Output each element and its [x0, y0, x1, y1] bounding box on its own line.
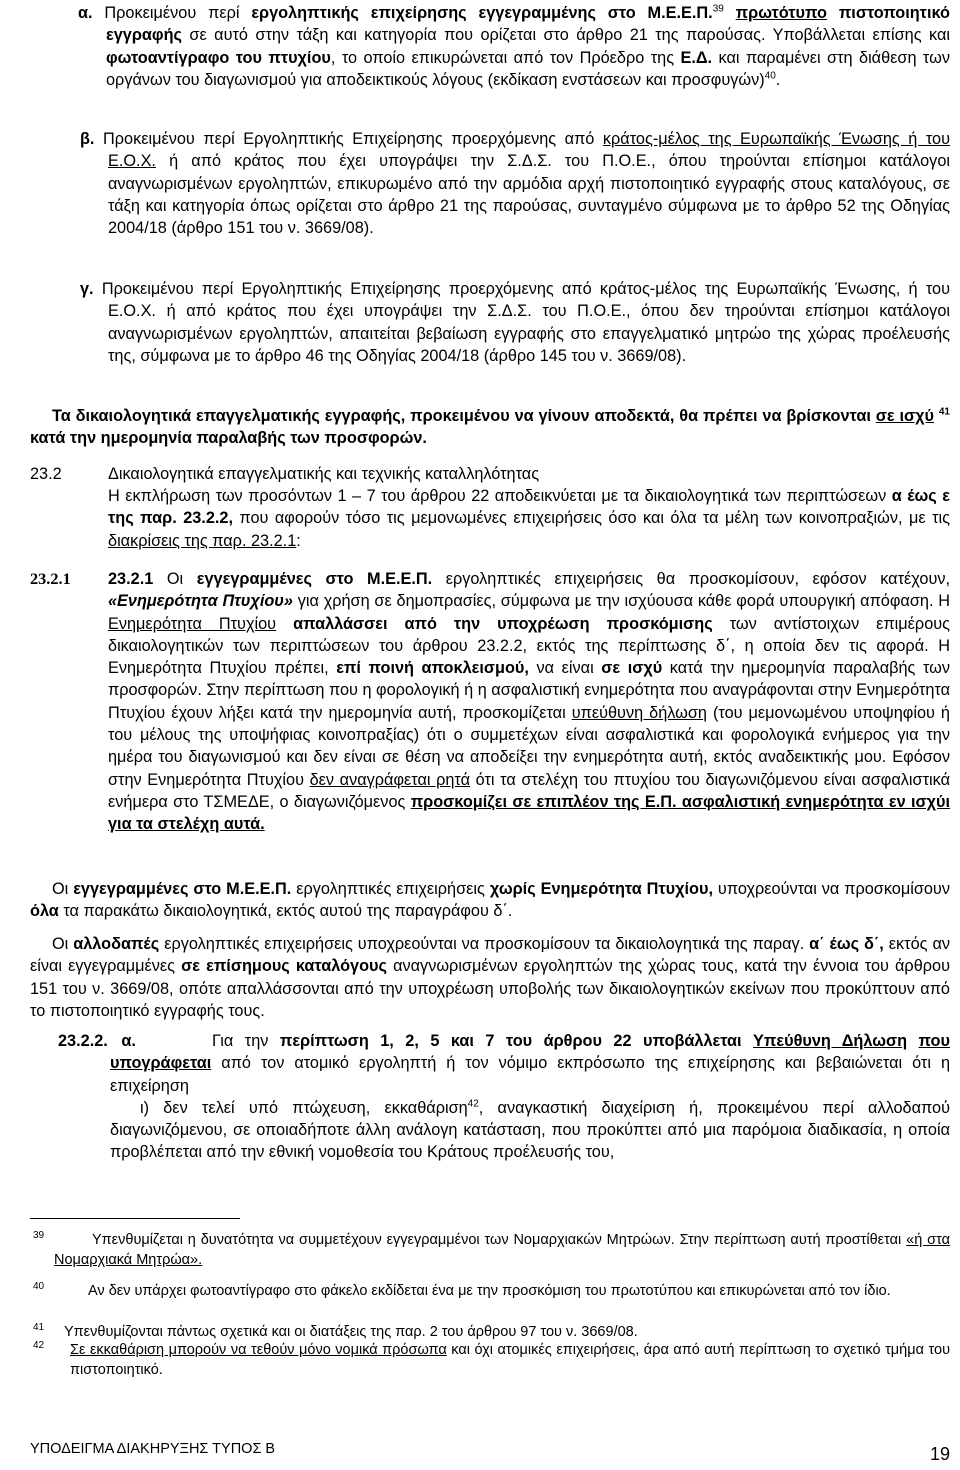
paragraph-b-marker: β. [80, 130, 95, 148]
underline-text: υπεύθυνη δήλωση [571, 703, 707, 722]
footnote-40-number: 40 [33, 1281, 45, 1292]
text: : [296, 531, 301, 550]
text: Οι [52, 935, 69, 953]
text: . [775, 70, 781, 89]
validity-statement [30, 405, 950, 450]
text: από τον ατομικό εργοληπτή ή τον νόμιμο εκπρόσωπο της επιχείρησης και βεβαιώνεται ότι η επιχείρηση [110, 1054, 951, 1095]
footnote-ref-40[interactable]: 40 [764, 70, 776, 82]
bold-text: Τα δικαιολογητικά επαγγελματικής εγγραφής, προκειμένου να γίνουν αποδεκτά, θα πρέπει να βρίσκονται [52, 407, 871, 425]
text: υποχρεούνται να προσκομίσουν [717, 880, 950, 898]
bold-text: σε επίσημους καταλόγους [181, 957, 387, 976]
section-23-2-title: Δικαιολογητικά επαγγελματικής και τεχνικής καταλληλότητας [108, 465, 540, 483]
text: που αφορούν τόσο τις μεμονωμένες επιχειρήσεις όσο και όλα τα μέλη των κοινοπραξιών, με τις [239, 509, 950, 528]
text: ή από κράτος που έχει υπογράψει την Σ.Δ.Σ. του Π.Ο.Ε., όπου τηρούνται επίσημοι κατάλογοι αναγνωρισμένων εργοληπτών, επικυρωμένο από την αρμόδια αρχή πιστοποιητικό εγγραφής στους καταλόγους, σε τάξη και κατηγορία όπως ορίζεται στο άρθρο 21 της παρούσας, συνταγμένο σύμφωνα με το άρθρο 52 της Οδηγίας 2004/18 (άρθρο 151 του ν. 3669/08). [108, 152, 950, 238]
text: και παραμένει στη διάθεση των οργάνων του διαγωνισμού για αποδεικτικούς λόγους (εκδίκαση ενστάσεων και προσφυγών) [106, 48, 950, 89]
bold-text: α. [121, 1032, 136, 1050]
section-23-2-body [108, 485, 950, 552]
text: κατά την ημερομηνία παραλαβής των προσφορών. Στην περίπτωση που η φορολογική ή η ασφαλιστική ενημερότητα που αναγράφονται στην Ενημερότητα Πτυχίου έχουν λήξει κατά την ημερομηνία αυτή, προσκομίζεται [108, 659, 950, 722]
registered-paragraph [30, 878, 950, 923]
bold-text: φωτοαντίγραφο του πτυχίου [106, 48, 331, 67]
text: Προκειμένου περί [104, 4, 240, 22]
footnote-42-number: 42 [33, 1340, 45, 1351]
bold-text: κατά την ημερομηνία παραλαβής των προσφορών. [30, 429, 427, 448]
underline-text: δεν αναγράφεται ρητά [309, 770, 471, 789]
bold-underline-text: που υπογράφεται [110, 1032, 950, 1073]
text: (του μεμονωμένου υποψηφίου ή του μέλους της υποψήφιας κοινοπραξίας) ότι ο συμμετέχων είναι ασφαλιστικά και φορολογικά ενήμερος για την ημέρα του διαγωνισμού και δεν είναι σε θέση να αποδείξει την ενημερότητα αυτή, εκτός αναδεικτικής μου. Εφόσον στην Ενημερότητα Πτυχίου [108, 703, 950, 789]
paragraph-c-marker: γ. [80, 280, 94, 298]
bold-text: εργοληπτικής επιχείρησης εγγεγραμμένης στο Μ.Ε.Ε.Π. [251, 4, 713, 22]
bold-underline-text: πρωτότυπο [735, 4, 827, 22]
text: , αναγκαστική διαχείριση ή, προκειμένου περί αλλοδαπού διαγωνιζόμενου, σε οποιαδήποτε άλλη ανάλογη κατάσταση, που προκύπτει από μια παρόμοια διαδικασία, η οποία προβλέπεται από την εθνική νομοθεσία του Κράτους προέλευσής του, [110, 1098, 950, 1162]
text: και όχι ατομικές επιχειρήσεις, άρα από αυτή περίπτωση το σχετικό τμήμα του πιστοποιητικό. [70, 1342, 951, 1378]
text: των αντίστοιχων επιμέρους δικαιολογητικών των περιπτώσεων του άρθρου 23.2.2, εκτός της περίπτωσης δ΄, η οποία δεν τις αφορά. Η Ενημερότητα Πτυχίου πρέπει, [108, 614, 950, 678]
text: Για την [212, 1032, 269, 1050]
bold-text: 23.2.1 [108, 570, 154, 588]
bold-text: όλα [30, 902, 59, 921]
text: τα παρακάτω δικαιολογητικά, εκτός αυτού της παραγράφου δ΄. [63, 902, 513, 921]
paragraph-a-marker: α. [78, 4, 93, 22]
footnote-39 [54, 1230, 950, 1270]
footer-document-title: ΥΠΟΔΕΙΓΜΑ ΔΙΑΚΗΡΥΞΗΣ ΤΥΠΟΣ Β [30, 1441, 276, 1457]
footnote-39-number: 39 [33, 1230, 45, 1241]
footnote-ref-42[interactable]: 42 [467, 1098, 479, 1110]
text: Οι [166, 570, 184, 588]
text: Προκειμένου περί Εργοληπτικής Επιχείρησης προερχόμενης από [103, 130, 595, 148]
text: , το οποίο επικυρώνεται από τον Πρόεδρο της [330, 48, 675, 67]
bold-text: περίπτωση 1, 2, 5 και 7 του άρθρου 22 [279, 1032, 632, 1050]
paragraph-c [80, 278, 950, 367]
text: εργοληπτικές επιχειρήσεις θα προσκομίσουν, εφόσον κατέχουν, [445, 570, 951, 588]
bold-underline-text: Υπεύθυνη Δήλωση [753, 1032, 908, 1050]
bold-underline-text: σε ισχύ [875, 407, 934, 425]
text: εργοληπτικές επιχειρήσεις [296, 880, 485, 898]
page-number: 19 [929, 1444, 950, 1464]
text: ι) δεν τελεί υπό πτώχευση, εκκαθάριση [140, 1098, 468, 1117]
bold-text: πιστοποιητικό εγγραφής [106, 4, 950, 45]
foreign-paragraph [30, 933, 950, 1022]
footnote-40 [54, 1281, 950, 1301]
text: εκτός αν είναι εγγεγραμμένες [30, 935, 950, 976]
footnote-41-number: 41 [33, 1322, 45, 1333]
footnote-separator [30, 1218, 240, 1219]
underline-text: «ή στα Νομαρχιακά Μητρώα». [54, 1232, 951, 1268]
footnote-ref-41[interactable]: 41 [938, 406, 950, 418]
paragraph-b [80, 128, 950, 239]
text: σε αυτό στην τάξη και κατηγορία που ορίζεται στο άρθρο 21 της παρούσας. Υποβάλλεται επίσης και [189, 26, 950, 45]
text: για χρήση σε δημοπρασίες, σύμφωνα με την ισχύουσα κάθε φορά υπουργική απόφαση. Η [297, 592, 950, 611]
section-23-2-1-side-number: 23.2.1 [30, 569, 71, 588]
bold-italic-text: «Ενημερότητα Πτυχίου» [108, 592, 293, 611]
bold-text: εγγεγραμμένες στο Μ.Ε.Ε.Π. [196, 570, 433, 588]
footnote-ref-39[interactable]: 39 [712, 3, 724, 15]
bold-text: χωρίς Ενημερότητα Πτυχίου, [489, 880, 713, 898]
text: Προκειμένου περί Εργοληπτικής Επιχείρησης προερχόμενης από κράτος-μέλος της Ευρωπαϊκής Ένωσης, ή του Ε.Ο.Χ. ή από κράτος που έχει υπογράψει την Σ.Δ.Σ. του Π.Ο.Ε., όπου δεν τηρούνται επίσημοι κατάλογοι αναγνωρισμένων εργοληπτών, απαιτείται βεβαίωση εγγραφής στο επαγγελματικό μητρώο της χώρας προέλευσής της, σύμφωνα με το άρθρο 46 της Οδηγίας 2004/18 (άρθρο 145 του ν. 3669/08). [101, 280, 950, 365]
bold-text: απαλλάσσει από την υποχρέωση προσκόμισης [293, 614, 713, 633]
bold-text: εγγεγραμμένες στο Μ.Ε.Ε.Π. [73, 880, 292, 898]
bold-underline-text: προσκομίζει σε επιπλέον της Ε.Π. ασφαλιστική ενημερότητα εν ισχύι για τα στελέχη αυτά. [108, 792, 950, 834]
bold-text: υποβάλλεται [643, 1032, 742, 1050]
text: αναγνωρισμένων εργοληπτών της χώρας τους, κατά την έννοια του άρθρου 151 του ν. 3669/08, οπότε απαλλάσσονται από την υποχρέωση υποβολής των δικαιολογητικών εκείνων που προκύπτουν από το πιστοποιητικό εγγραφής τους. [30, 957, 950, 1020]
bold-text: αλλοδαπές [73, 935, 160, 953]
text: Υπενθυμίζεται η δυνατότητα να συμμετέχουν εγγεγραμμένοι των Νομαρχιακών Μητρώων. Στην περίπτωση αυτή προστίθεται [92, 1232, 902, 1248]
text: να είναι [536, 659, 594, 678]
bold-text: 23.2.2. [58, 1032, 108, 1050]
text: εργοληπτικές επιχειρήσεις υποχρεούνται να προσκομίσουν τα δικαιολογητικά της παραγ. [164, 935, 805, 953]
text: Αν δεν υπάρχει φωτοαντίγραφο στο φάκελο εκδίδεται ένα με την προσκόμιση του πρωτοτύπου και επικυρώνεται από τον ίδιο. [88, 1283, 891, 1299]
section-23-2-number: 23.2 [30, 465, 62, 483]
bold-text: α έως ε της παρ. 23.2.2, [108, 487, 950, 528]
text: ότι τα στελέχη του πτυχίου του διαγωνιζόμενου είναι ασφαλιστικά ενήμερα στο ΤΣΜΕΔΕ, ο διαγωνιζόμενος [108, 770, 950, 811]
bold-text: α΄ έως δ΄, [809, 935, 884, 953]
section-23-2-1-body [108, 568, 950, 836]
underline-text: διακρίσεις της παρ. 23.2.1 [108, 531, 297, 550]
underline-text: κράτος-μέλος της Ευρωπαϊκής Ένωσης ή του Ε.Ο.Χ. [108, 130, 950, 171]
text: Υπενθυμίζονται πάντως σχετικά και οι διατάξεις της παρ. 2 του άρθρου 97 του ν. 3669/08. [64, 1324, 638, 1340]
text: Η εκπλήρωση των προσόντων 1 – 7 του άρθρου 22 αποδεικνύεται με τα δικαιολογητικά των περιπτώσεων [108, 487, 887, 505]
bold-text: σε ισχύ [601, 659, 663, 678]
underline-text: Σε εκκαθάριση μπορούν να τεθούν μόνο νομικά πρόσωπα [70, 1342, 447, 1358]
paragraph-a [78, 2, 950, 91]
footnote-41 [64, 1322, 950, 1342]
section-23-2-2-a-body [110, 1030, 950, 1164]
bold-text: επί ποινή αποκλεισμού, [336, 659, 529, 678]
bold-text: Ε.Δ. [680, 48, 713, 67]
underline-text: Ενημερότητα Πτυχίου [108, 614, 277, 633]
footnote-42 [70, 1340, 950, 1380]
text: Οι [52, 880, 69, 898]
